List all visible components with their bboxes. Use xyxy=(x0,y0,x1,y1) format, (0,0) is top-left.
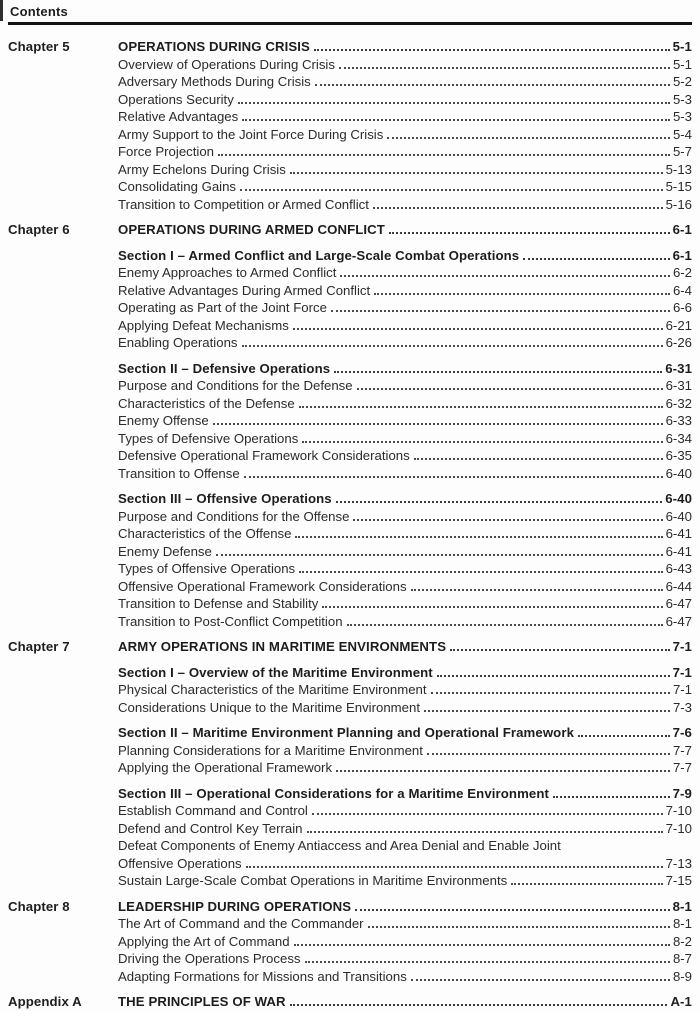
toc-entry-title: Section II – Defensive Operations xyxy=(118,360,331,376)
dot-leader xyxy=(427,753,670,755)
dot-leader xyxy=(424,710,670,712)
toc-heading-row xyxy=(118,221,692,239)
dot-leader xyxy=(450,649,670,651)
chapter-label xyxy=(8,724,118,777)
toc-entry-row xyxy=(118,447,692,465)
toc-heading-row xyxy=(118,898,692,916)
toc-entry-row xyxy=(118,282,692,300)
toc-entry-row xyxy=(118,759,692,777)
toc-entry-page: 8-1 xyxy=(672,898,692,914)
toc-rows xyxy=(118,993,692,1011)
dot-leader xyxy=(336,501,662,503)
toc-rows xyxy=(118,664,692,717)
dot-leader xyxy=(242,345,663,347)
toc-heading-row xyxy=(118,38,692,56)
toc-entry-title: Section III – Operational Considerations for a Maritime Environment xyxy=(118,785,549,801)
dot-leader xyxy=(295,536,662,538)
toc-entry-page: 6-35 xyxy=(665,448,692,463)
toc-entry-title: Establish Command and Control xyxy=(118,803,308,818)
toc-rows xyxy=(118,38,692,213)
toc-entry-row xyxy=(118,915,692,933)
chapter-label xyxy=(8,360,118,483)
toc-entry-row xyxy=(118,742,692,760)
dot-leader xyxy=(302,441,662,443)
toc-entry-row xyxy=(118,525,692,543)
toc-entry-page: 5-4 xyxy=(672,126,692,142)
toc-entry-row xyxy=(118,595,692,613)
toc-block xyxy=(8,664,692,717)
dot-leader xyxy=(340,275,670,277)
toc-rows xyxy=(118,221,692,239)
toc-heading-row xyxy=(118,247,692,265)
toc-entry-row xyxy=(118,872,692,890)
toc-entry-title: Defend and Control Key Terrain xyxy=(118,820,303,836)
dot-leader xyxy=(374,293,670,295)
toc-entry-title: ARMY OPERATIONS IN MARITIME ENVIRONMENTS xyxy=(118,639,447,654)
toc-entry-title: Section II – Maritime Environment Planning and Operational Framework xyxy=(118,725,574,740)
toc-entry-row xyxy=(118,837,692,855)
toc-entry-title: Enemy Approaches to Armed Conflict xyxy=(118,265,337,280)
toc-entry-row xyxy=(118,613,692,631)
toc-entry-title: Applying the Operational Framework xyxy=(118,760,333,775)
toc-entry-row xyxy=(118,543,692,561)
toc-entry-row xyxy=(118,56,692,74)
toc-block xyxy=(8,638,692,656)
toc-rows xyxy=(118,898,692,986)
toc-entry-title: Sustain Large-Scale Combat Operations in Maritime Environments xyxy=(118,873,508,888)
chapter-label: Chapter 8 xyxy=(8,898,70,914)
toc-entry-page: 6-6 xyxy=(672,300,692,315)
toc-entry-title: Operations Security xyxy=(118,91,234,107)
toc-entry-title: Characteristics of the Defense xyxy=(118,395,295,411)
toc-entry-page: 7-10 xyxy=(665,803,692,818)
toc-entry-row xyxy=(118,178,692,196)
toc-entry-page: 6-21 xyxy=(665,317,692,333)
toc-entry-page: 5-1 xyxy=(672,56,692,72)
toc-entry-title: Defensive Operational Framework Considerations xyxy=(118,448,410,463)
chapter-label xyxy=(8,490,118,630)
toc-entry-title: THE PRINCIPLES OF WAR xyxy=(118,994,286,1009)
toc-entry-title: Section I – Overview of the Maritime Environment xyxy=(118,664,433,680)
dot-leader xyxy=(411,979,670,981)
toc-block xyxy=(8,38,692,213)
dot-leader xyxy=(357,388,663,390)
dot-leader xyxy=(578,735,670,737)
toc-entry-row xyxy=(118,108,692,126)
toc-entry-page: 6-26 xyxy=(665,335,692,350)
toc-entry-title: Offensive Operational Framework Considerations xyxy=(118,578,407,594)
toc-heading-row xyxy=(118,638,692,656)
toc-entry-page: 5-3 xyxy=(672,109,692,124)
toc-entry-title: Enemy Defense xyxy=(118,543,212,559)
dot-leader xyxy=(553,796,670,798)
dot-leader xyxy=(299,571,662,573)
toc-entry-page: 8-9 xyxy=(672,968,692,984)
toc-entry-row xyxy=(118,933,692,951)
dot-leader xyxy=(347,624,663,626)
toc-entry-title: Defeat Components of Enemy Antiaccess and Area Denial and Enable Joint xyxy=(118,838,561,853)
toc-entry-title: Adversary Methods During Crisis xyxy=(118,74,311,89)
toc-entry-page: 6-40 xyxy=(665,465,692,481)
dot-leader xyxy=(305,961,670,963)
toc-entry-page: 7-6 xyxy=(672,725,692,740)
dot-leader xyxy=(331,310,670,312)
toc-entry-page: 6-1 xyxy=(672,222,692,237)
toc-entry-title: Adapting Formations for Missions and Transitions xyxy=(118,968,407,984)
toc-entry-row xyxy=(118,73,692,91)
dot-leader xyxy=(238,102,670,104)
toc-entry-page: 7-1 xyxy=(672,664,692,680)
toc-entry-page: 6-40 xyxy=(665,508,692,524)
toc-entry-page: 5-15 xyxy=(665,179,692,194)
toc-entry-page: 6-47 xyxy=(665,613,692,629)
toc-block xyxy=(8,785,692,890)
toc-entry-title: Types of Offensive Operations xyxy=(118,561,296,576)
toc-entry-page: 7-13 xyxy=(665,855,692,871)
dot-leader xyxy=(336,770,670,772)
toc-entry-title: Transition to Post-Conflict Competition xyxy=(118,613,343,629)
toc-entry-title: Relative Advantages xyxy=(118,109,239,124)
toc-entry-row xyxy=(118,855,692,873)
toc-entry-row xyxy=(118,820,692,838)
toc-entry-page: 6-31 xyxy=(665,360,692,376)
toc-entry-page: 5-7 xyxy=(672,144,692,159)
toc-entry-page: 5-2 xyxy=(672,74,692,89)
chapter-label xyxy=(8,664,118,717)
toc-entry-page: 6-33 xyxy=(665,413,692,428)
toc-entry-row xyxy=(118,950,692,968)
toc-rows xyxy=(118,638,692,656)
page-header-title: Contents xyxy=(10,4,68,19)
toc-entry-title: Section I – Armed Conflict and Large-Scale Combat Operations xyxy=(118,247,520,263)
toc-block xyxy=(8,247,692,352)
toc-entry-page: 7-10 xyxy=(665,820,692,836)
toc-entry-page: 6-44 xyxy=(665,578,692,594)
toc-entry-page: 7-15 xyxy=(665,873,692,888)
toc-entry-title: Operating as Part of the Joint Force xyxy=(118,300,327,315)
chapter-label: Chapter 6 xyxy=(8,222,70,237)
toc-block xyxy=(8,898,692,986)
dot-leader xyxy=(216,554,663,556)
toc-entry-row xyxy=(118,968,692,986)
toc-entry-title: Planning Considerations for a Maritime Environment xyxy=(118,742,423,758)
toc-entry-row xyxy=(118,299,692,317)
toc-entry-page: 7-1 xyxy=(672,682,692,697)
toc-entry-page: 6-43 xyxy=(665,561,692,576)
toc-entry-page: 8-1 xyxy=(672,916,692,931)
toc-entry-row xyxy=(118,143,692,161)
toc-entry-row xyxy=(118,412,692,430)
toc-entry-title: Purpose and Conditions for the Defense xyxy=(118,378,353,393)
toc-entry-page: 6-1 xyxy=(672,247,692,263)
toc-entry-title: Driving the Operations Process xyxy=(118,951,301,966)
toc-rows xyxy=(118,785,692,890)
toc-entry-row xyxy=(118,699,692,717)
toc-entry-page: 8-7 xyxy=(672,951,692,966)
dot-leader xyxy=(511,883,662,885)
dot-leader xyxy=(523,258,669,260)
toc-rows xyxy=(118,360,692,483)
toc-entry-title: Army Echelons During Crisis xyxy=(118,161,286,177)
dot-leader xyxy=(373,207,663,209)
toc-block xyxy=(8,724,692,777)
toc-entry-title: Purpose and Conditions for the Offense xyxy=(118,508,350,524)
toc-entry-title: Enemy Offense xyxy=(118,413,209,428)
dot-leader xyxy=(315,84,670,86)
toc-entry-title: Section III – Offensive Operations xyxy=(118,491,332,506)
toc-entry-page: 6-4 xyxy=(672,282,692,298)
toc-entry-row xyxy=(118,334,692,352)
toc-entry-page: 7-3 xyxy=(672,699,692,715)
toc-entry-title: Considerations Unique to the Maritime Environment xyxy=(118,699,420,715)
dot-leader xyxy=(290,172,663,174)
toc-entry-row xyxy=(118,126,692,144)
toc-heading-row xyxy=(118,785,692,803)
toc-entry-row xyxy=(118,196,692,214)
dot-leader xyxy=(387,137,670,139)
dot-leader xyxy=(322,606,662,608)
toc-entry-page: 6-41 xyxy=(665,526,692,541)
dot-leader xyxy=(240,189,663,191)
toc-entry-row xyxy=(118,681,692,699)
toc-entry-title: Relative Advantages During Armed Conflict xyxy=(118,282,371,298)
toc-entry-row xyxy=(118,430,692,448)
toc-entry-title: Physical Characteristics of the Maritime Environment xyxy=(118,682,427,697)
toc-rows xyxy=(118,247,692,352)
dot-leader xyxy=(244,476,663,478)
chapter-label xyxy=(8,785,118,890)
toc-entry-title: OPERATIONS DURING ARMED CONFLICT xyxy=(118,222,385,237)
dot-leader xyxy=(294,944,670,946)
dot-leader xyxy=(213,423,663,425)
dot-leader xyxy=(353,519,662,521)
toc-entry-title: OPERATIONS DURING CRISIS xyxy=(118,39,310,54)
toc-entry-page: 5-16 xyxy=(665,196,692,212)
dot-leader xyxy=(307,831,663,833)
toc-entry-page: 8-2 xyxy=(672,933,692,949)
toc-entry-title: Offensive Operations xyxy=(118,855,242,871)
toc-entry-row xyxy=(118,508,692,526)
chapter-label: Chapter 5 xyxy=(8,39,70,54)
toc-entry-page: 6-32 xyxy=(665,395,692,411)
dot-leader xyxy=(355,909,670,911)
toc-entry-row xyxy=(118,465,692,483)
toc-block xyxy=(8,993,692,1011)
toc-entry-page: A-1 xyxy=(670,994,692,1009)
chapter-label: Appendix A xyxy=(8,994,82,1009)
toc-entry-title: Consolidating Gains xyxy=(118,179,237,194)
toc-entry-title: The Art of Command and the Commander xyxy=(118,916,364,931)
toc-entry-title: Force Projection xyxy=(118,144,215,159)
toc-entry-page: 5-3 xyxy=(672,91,692,107)
dot-leader xyxy=(293,328,663,330)
toc-entry-title: Army Support to the Joint Force During Crisis xyxy=(118,126,384,142)
dot-leader xyxy=(339,67,670,69)
header-rule xyxy=(8,22,692,25)
toc-entry-page: 6-2 xyxy=(672,265,692,280)
toc-entry-page: 5-1 xyxy=(672,39,692,54)
toc-heading-row xyxy=(118,724,692,742)
dot-leader xyxy=(334,371,662,373)
toc-entry-title: Enabling Operations xyxy=(118,335,238,350)
toc-heading-row xyxy=(118,360,692,378)
dot-leader xyxy=(299,406,663,408)
toc-block xyxy=(8,221,692,239)
toc-entry-title: Applying Defeat Mechanisms xyxy=(118,317,289,333)
toc-entry-title: Applying the Art of Command xyxy=(118,933,290,949)
toc-entry-row xyxy=(118,91,692,109)
toc-entry-page: 7-7 xyxy=(672,742,692,758)
dot-leader xyxy=(411,589,663,591)
toc-block xyxy=(8,490,692,630)
toc-entry-row xyxy=(118,317,692,335)
dot-leader xyxy=(242,119,670,121)
dot-leader xyxy=(431,692,670,694)
toc-rows xyxy=(118,724,692,777)
dot-leader xyxy=(312,813,663,815)
dot-leader xyxy=(389,232,670,234)
chapter-label: Chapter 7 xyxy=(8,639,70,654)
toc-entry-row xyxy=(118,395,692,413)
toc-entry-row xyxy=(118,578,692,596)
toc-entry-title: Characteristics of the Offense xyxy=(118,526,292,541)
dot-leader xyxy=(218,154,670,156)
toc-entry-page: 6-47 xyxy=(665,596,692,611)
toc-entry-page: 7-7 xyxy=(672,760,692,775)
toc-entry-title: Types of Defensive Operations xyxy=(118,430,299,446)
toc-entry-row xyxy=(118,161,692,179)
toc-entry-page: 7-9 xyxy=(672,785,692,801)
toc-block xyxy=(8,360,692,483)
toc-entry-page: 5-13 xyxy=(665,161,692,177)
toc-entry-page: 7-1 xyxy=(672,639,692,654)
chapter-label xyxy=(8,247,118,352)
toc-entry-row xyxy=(118,560,692,578)
toc-entry-row xyxy=(118,264,692,282)
toc-heading-row xyxy=(118,664,692,682)
dot-leader xyxy=(437,675,670,677)
scan-edge-artifact xyxy=(0,0,3,21)
toc-heading-row xyxy=(118,993,692,1011)
toc-entry-page: 6-34 xyxy=(665,430,692,446)
toc-heading-row xyxy=(118,490,692,508)
toc-entry-page: 6-41 xyxy=(665,543,692,559)
toc-entry-row xyxy=(118,802,692,820)
toc-entry-page: 6-40 xyxy=(665,491,692,506)
dot-leader xyxy=(368,926,670,928)
table-of-contents xyxy=(8,38,692,1011)
dot-leader xyxy=(414,458,663,460)
toc-rows xyxy=(118,490,692,630)
toc-entry-title: Transition to Offense xyxy=(118,465,240,481)
toc-entry-title: Overview of Operations During Crisis xyxy=(118,56,335,72)
dot-leader xyxy=(314,49,670,51)
toc-entry-page: 6-31 xyxy=(665,378,692,393)
toc-entry-title: Transition to Defense and Stability xyxy=(118,596,319,611)
toc-entry-title: Transition to Competition or Armed Conflict xyxy=(118,196,369,212)
toc-entry-row xyxy=(118,377,692,395)
dot-leader xyxy=(246,866,663,868)
toc-entry-title: LEADERSHIP DURING OPERATIONS xyxy=(118,898,352,914)
